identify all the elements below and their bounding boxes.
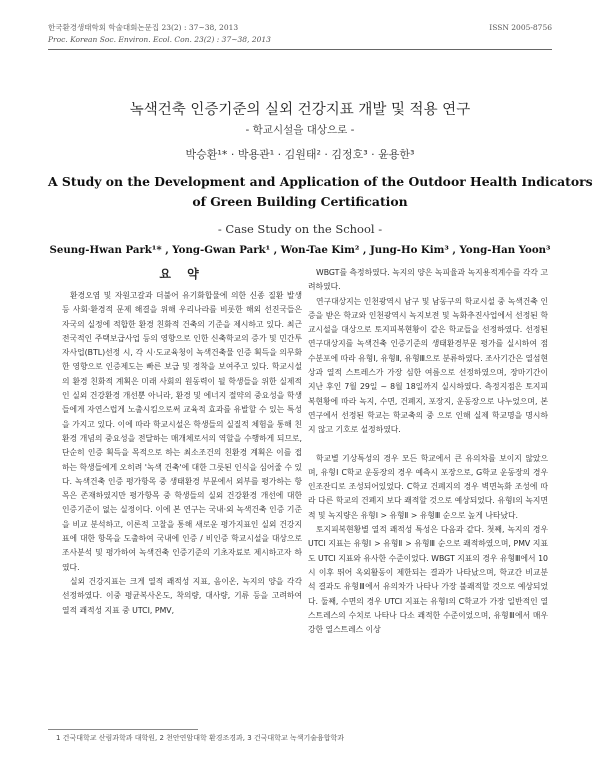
left-column <box>62 265 302 618</box>
body-paragraph: 실외 건강지표는 크게 열적 쾌적성 지표, 음이온, 녹지의 양을 각각 선정하였다. 이중 평균복사온도, 착의량, 대사량, 기류 등을 고려하여 열적 쾌적성 지표 중 UTCI, PMV, <box>62 576 302 615</box>
title-en-line1: A Study on the Development and Application of the Outdoor Health Indicators <box>48 174 593 189</box>
subtitle-en: - Case Study on the School - <box>217 222 383 236</box>
body-paragraph: 환경오염 및 자원고갈과 더불어 유기화합물에 의한 신종 질환 발생 등 사회·환경적 문제 해결을 위해 우리나라를 비롯한 해외 선진국들은 자국의 실정에 적합한 환경 친화적 건축의 기준을 제시하고 있다. 최근 전국적인 주택보급사업 등의 영향으로 인한 신축학교의 증가 및 민간투자사업(BTL)선정 시, 각 시·도교육청이 녹색건축물 인증 획득을 의무화한 영향으로 인증제도는 빠른 보급 및 정착을 보여주고 있다. 학교시설의 환경 친화적 계획은 미래 사회의 원동력이 될 학생들을 위한 실제적인 실외 건강환경 개선뿐 아니라, 환경 및 에너지 절약의 중요성을 학생들에게 자연스럽게 노출시킴으로써 교육적 효과를 유발할 수 있는 특성을 가지고 있다. 이에 따라 학교시설은 학생들의 실질적 체험을 통해 친환경 개념의 중요성을 전달하는 매개체로서의 역할을 수행하게 되므로, 단순히 인증 획득을 목적으로 하는 최소조건의 친환경 계획은 이를 접하는 학생들에게 오히려 '녹색 건축'에 대한 그릇된 인식을 심어줄 수 있다. 녹색건축 인증 평가항목 중 생태환경 부문에서 외부를 평가하는 항목은 존재하였지만 평가항목 중 학생들의 실외 건강환경 개선에 대한 인증기준이 없는 실정이다. 이에 본 연구는 국내·외 녹색건축 인증 기준을 비교 분석하고, 이론적 고찰을 통해 새로운 평가지표인 실외 건강지표에 대한 항목을 도출하여 국내에 인증 / 비인증 학교시설을 대상으로 조사분석 및 평가하여 녹색건축 인증기준의 기초자료로 제시하고자 하였다. <box>62 291 302 572</box>
body-paragraph: 토지피복현황별 열적 쾌적성 특성은 다음과 같다. 첫째, 녹지의 경우 UTCI 지표는 유형Ⅰ > 유형Ⅱ > 유형Ⅲ 순으로 쾌적하였으며, PMV 지표도 UTCI 지표와 유사한 수준이었다. WBGT 지표의 경우 유형Ⅲ에서 10시 이후 뛰어 옥외활동이 제한되는 결과가 나타났으며, 학교간 비교분석 결과도 유형Ⅲ에서 유의차가 나타나 가장 불쾌적할 것으로 예상되었다. 둘째, 수면의 경우 UTCI 지표는 유형Ⅰ의 C학교가 가장 일반적인 열 스트레스의 수치로 나타나 다소 쾌적한 수준이었으며, 유형Ⅲ에서 매우 강한 열스트레스 이상 <box>308 525 548 635</box>
footnote-rule <box>48 729 198 730</box>
authors-ko: 박승환¹* · 박용관¹ · 김원태² · 김정호³ · 윤용한³ <box>185 148 415 161</box>
journal-citation-en: Proc. Korean Soc. Environ. Ecol. Con. 23(2) : 37~38, 2013 <box>48 35 271 44</box>
issn: ISSN 2005-8756 <box>489 23 552 32</box>
title-ko: 녹색건축 인증기준의 실외 건강지표 개발 및 적용 연구 <box>129 102 471 118</box>
body-paragraph: WBGT를 측정하였다. 녹지의 양은 녹피율과 녹지용적계수를 각각 고려하였다. <box>308 268 548 292</box>
body-paragraph: 학교별 기상특성의 경우 모든 학교에서 큰 유의차를 보이지 않았으며, 유형Ⅰ C학교 운동장의 경우 예측시 포장으로, G학교 운동장의 경우 인조잔디로 조성되어있었다. C학교 건폐지의 경우 벽면녹화 조성에 따라 다른 학교의 건폐지 보다 쾌적할 것으로 예상되었다. 유형Ⅰ의 녹지면적 및 녹지량은 유형Ⅰ > 유형Ⅱ > 유형Ⅲ 순으로 높게 나타났다. <box>308 453 548 520</box>
right-column <box>308 266 548 637</box>
journal-citation-ko: 한국환경생태학회 학술대회논문집 23(2) : 37~38, 2013 <box>48 23 239 32</box>
title-en-line2: of Green Building Certification <box>192 194 408 209</box>
header-rule <box>48 49 552 50</box>
authors-en: Seung-Hwan Park¹* , Yong-Gwan Park¹ , Won-Tae Kim² , Jung-Ho Kim³ , Yong-Han Yoon³ <box>49 244 551 256</box>
abstract-title: 요 약 <box>159 267 205 281</box>
subtitle-ko: - 학교시설을 대상으로 - <box>245 124 355 136</box>
body-paragraph: 연구대상지는 인천광역시 남구 및 남동구의 학교시설 중 녹색건축 인증을 받은 학교와 인천광역시 녹지보전 및 녹화추진사업에서 선정된 학교시설을 대상으로 토지피복현황이 같은 학교들을 선정하였다. 선정된 연구대상지를 녹색건축 인증기준의 생태환경부문 평가를 실시하여 점수분포에 따라 유형Ⅰ, 유형Ⅱ, 유형Ⅲ으로 분류하였다. 조사기간은 열섬현상과 열적 스트레스가 가장 심한 여름으로 선정하였으며, 장마기간이 지난 후인 7월 29일 ~ 8월 18일까지 실시하였다. 측정지점은 토지피복현황에 따라 녹지, 수면, 건폐지, 포장지, 운동장으로 나누었으며, 본 연구에서 선정된 학교는 학교축의 중 으로 인해 실제 학교명을 명시하지 않고 기호로 설정하였다. <box>308 296 548 435</box>
footnote: 1 건국대학교 산림과학과 대학원, 2 천안연암대학 환경조경과, 3 건국대학교 녹색기술융합학과 <box>56 734 345 742</box>
